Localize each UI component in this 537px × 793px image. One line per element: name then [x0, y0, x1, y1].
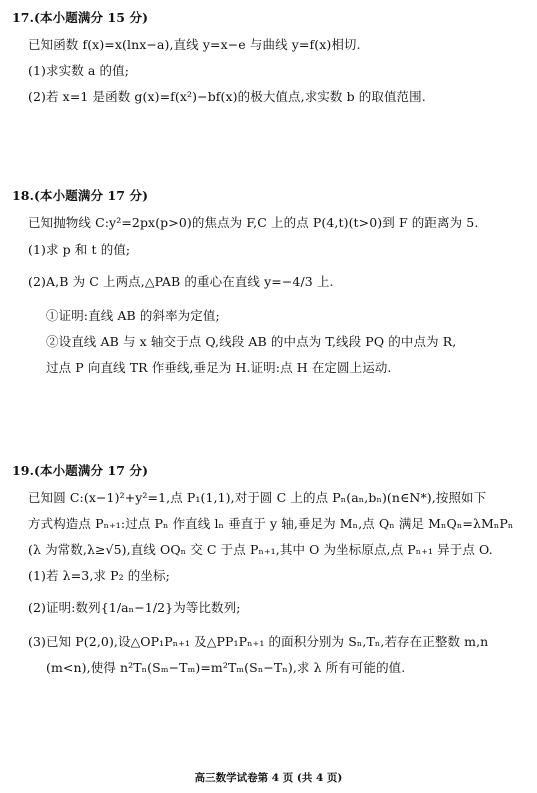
problem-17-part-1: (1)求实数 a 的值;	[28, 63, 130, 78]
problem-18-part-2: (2)A,B 为 C 上两点,△PAB 的重心在直线 y=−4/3 上.	[28, 274, 334, 289]
problem-18-part-2-sub-2-cont: 过点 P 向直线 TR 作垂线,垂足为 H.证明:点 H 在定圆上运动.	[46, 360, 392, 375]
problem-18-part-2-sub-1: ①证明:直线 AB 的斜率为定值;	[46, 308, 220, 323]
problem-18-heading: 18.(本小题满分 17 分)	[12, 188, 149, 203]
problem-18-statement: 已知抛物线 C:y²=2px(p>0)的焦点为 F,C 上的点 P(4,t)(t>0)到 F 的距离为 5.	[28, 215, 479, 230]
problem-19-statement-3: (λ 为常数,λ≥√5),直线 OQₙ 交 C 于点 Pₙ₊₁,其中 O 为坐标原点,点 Pₙ₊₁ 异于点 O.	[28, 542, 493, 557]
problem-17-heading: 17.(本小题满分 15 分)	[12, 10, 149, 25]
page-footer: 高三数学试卷第 4 页 (共 4 页)	[194, 772, 343, 784]
problem-19-part-3-cont: (m<n),使得 n²Tₙ(Sₘ−Tₘ)=m²Tₘ(Sₙ−Tₙ),求 λ 所有可能的值.	[46, 660, 406, 675]
problem-19-part-1: (1)若 λ=3,求 P₂ 的坐标;	[28, 568, 170, 583]
problem-17-part-2: (2)若 x=1 是函数 g(x)=f(x²)−bf(x)的极大值点,求实数 b 的取值范围.	[28, 89, 426, 104]
problem-19-heading: 19.(本小题满分 17 分)	[12, 463, 149, 478]
problem-17-statement: 已知函数 f(x)=x(lnx−a),直线 y=x−e 与曲线 y=f(x)相切.	[28, 37, 361, 52]
problem-18-part-1: (1)求 p 和 t 的值;	[28, 242, 131, 257]
problem-19-part-3: (3)已知 P(2,0),设△OP₁Pₙ₊₁ 及△PP₁Pₙ₊₁ 的面积分别为 Sₙ,Tₙ,若存在正整数 m,n	[28, 634, 489, 649]
problem-18-part-2-sub-2: ②设直线 AB 与 x 轴交于点 Q,线段 AB 的中点为 T,线段 PQ 的中点为 R,	[46, 334, 457, 349]
problem-19-statement-2: 方式构造点 Pₙ₊₁:过点 Pₙ 作直线 lₙ 垂直于 y 轴,垂足为 Mₙ,点 Qₙ 满足 MₙQₙ=λMₙPₙ	[28, 516, 514, 531]
problem-19-part-2: (2)证明:数列{1/aₙ−1/2}为等比数列;	[28, 600, 241, 615]
problem-19-statement-1: 已知圆 C:(x−1)²+y²=1,点 P₁(1,1),对于圆 C 上的点 Pₙ(aₙ,bₙ)(n∈N*),按照如下	[28, 490, 487, 505]
